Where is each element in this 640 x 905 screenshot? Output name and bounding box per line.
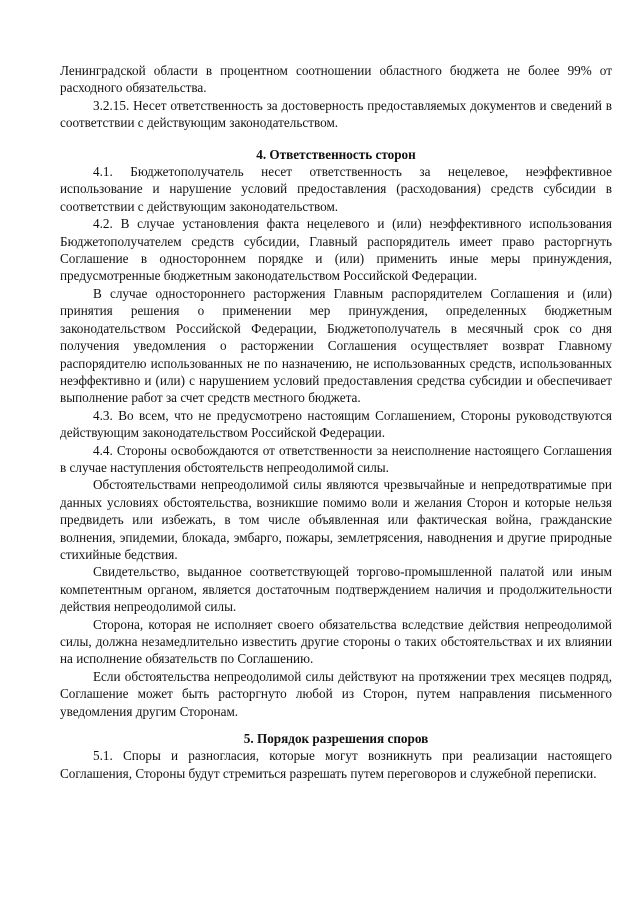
paragraph-3-2-15: 3.2.15. Несет ответственность за достоверность предоставляемых документов и сведений в соответствии с действующим законодательством. [60,97,612,131]
paragraph-4-1: 4.1. Бюджетополучатель несет ответственность за нецелевое, неэффективное использование и нарушение условий предоставления (расходования) средств субсидии в соответствии с действующим законодательством. [60,164,612,214]
section-5-heading: 5. Порядок разрешения споров [243,731,429,747]
paragraph: Ленинградской области в процентном соотношении областного бюджета не более 99% от расходного обязательства. [60,63,612,96]
paragraph: Если обстоятельства непреодолимой силы действуют на протяжении трех месяцев подряд, Соглашение может быть расторгнуто любой из Сторон, путем направления письменного уведомления другим Сторонам. [60,668,612,719]
section-4-heading: 4. Ответственность сторон [256,146,416,162]
document-page [60,62,612,782]
paragraph: В случае одностороннего расторжения Главным распорядителем Соглашения и (или) принятия решения о применении мер принуждения, определенных бюджетным законодательством Российской Федерации, Бюджетополучатель в месячный срок со дня получения уведомления о расторжении Соглашения осуществляет возврат Главному распорядителю использованных не по назначению, не использованных средств, использованных неэффективно и (или) с нарушением условий предоставления средства субсидии и обеспечивает выполнение работ за счет средств местного бюджета. [60,285,612,406]
paragraph-5-1: 5.1. Споры и разногласия, которые могут возникнуть при реализации настоящего Соглашения, Стороны будут стремиться разрешать путем переговоров и служебной переписки. [60,748,612,781]
paragraph-4-3: 4.3. Во всем, что не предусмотрено настоящим Соглашением, Стороны руководствуются действующим законодательством Российской Федерации. [60,407,612,441]
paragraph: Обстоятельствами непреодолимой силы являются чрезвычайные и непредотвратимые при данных условиях обстоятельства, возникшие помимо воли и желания Сторон и которые нельзя предвидеть или избежать, в том числе объявленная или фактическая война, гражданские волнения, эпидемии, блокада, эмбарго, пожары, землетрясения, наводнения и другие природные стихийные бедствия. [60,477,612,562]
paragraph-4-4: 4.4. Стороны освобождаются от ответственности за неисполнение настоящего Соглашения в случае наступления обстоятельств непреодолимой силы. [60,442,612,475]
paragraph: Свидетельство, выданное соответствующей торгово-промышленной палатой или иным компетентным органом, является достаточным подтверждением наличия и продолжительности действия непреодолимой силы. [60,564,612,615]
paragraph: Сторона, которая не исполняет своего обязательства вследствие действия непреодолимой силы, должна незамедлительно известить другие стороны о таких обстоятельствах и их влиянии на исполнение обязательств по Соглашению. [60,616,612,667]
paragraph-4-2: 4.2. В случае установления факта нецелевого и (или) неэффективного использования Бюджетополучателем средств субсидии, Главный распорядитель имеет право расторгнуть Соглашение в одностороннем порядке и (или) применить иные меры принуждения, предусмотренные бюджетным законодательством Российской Федерации. [60,216,612,284]
